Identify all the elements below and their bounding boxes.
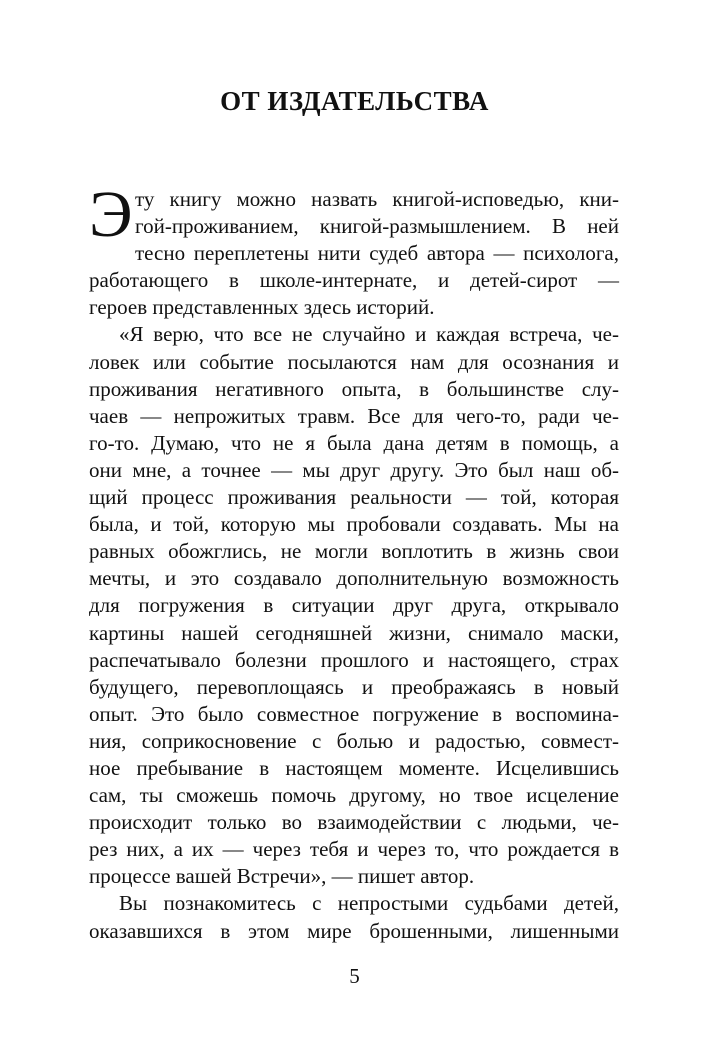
text-line: щий процесс проживания реальности — той, которая — [89, 485, 619, 510]
text-line: Вы познакомитесь с непростыми судьбами детей, — [119, 891, 619, 916]
text-line: гой-проживанием, книгой-размышлением. В ней — [135, 214, 619, 239]
drop-cap: Э — [89, 178, 133, 251]
text-line: будущего, перевоплощаясь и преображаясь в новый — [89, 674, 619, 699]
text-line: ное пребывание в настоящем моменте. Исцелившись — [89, 755, 619, 780]
paragraph-2 — [89, 321, 619, 890]
text-line: ту книгу можно назвать книгой-исповедью, кни- — [135, 187, 619, 211]
text-line: равных обожглись, не могли воплотить в жизнь свои — [89, 539, 619, 564]
text-line: они мне, а точнее — мы друг другу. Это был наш об- — [89, 457, 619, 482]
text-line: картины нашей сегодняшней жизни, снимало маски, — [89, 620, 619, 645]
text-line: рез них, а их — через тебя и через то, что рождается в — [89, 837, 619, 862]
text-line: ловек или событие посылаются нам для осознания и — [89, 349, 619, 374]
text-line: происходит только во взаимодействии с людьми, че- — [89, 810, 619, 835]
text-line: оказавшихся в этом мире брошенными, лишенными — [89, 918, 619, 943]
text-line: была, и той, которую мы пробовали создавать. Мы на — [89, 512, 619, 537]
text-line: ния, соприкосновение с болью и радостью, совмест- — [89, 728, 619, 753]
text-line: тесно переплетены нити судеб автора — психолога, — [135, 241, 619, 266]
body-text — [89, 178, 619, 945]
text-line: го-то. Думаю, что не я была дана детям в помощь, а — [89, 430, 619, 455]
text-line: опыт. Это было совместное погружение в воспомина- — [89, 701, 619, 726]
text-line: для погружения в ситуации друг друга, открывало — [89, 593, 619, 618]
text-line: процессе вашей Встречи», — пишет автор. — [89, 864, 475, 889]
text-line: распечатывало болезни прошлого и настоящего, страх — [89, 647, 619, 672]
text-line: «Я верю, что все не случайно и каждая встреча, че- — [119, 322, 619, 347]
text-line: героев представленных здесь историй. — [89, 295, 435, 320]
paragraph-3 — [89, 890, 619, 944]
text-line: работающего в школе-интернате, и детей-сирот — — [89, 268, 619, 293]
text-line: мечты, и это создавало дополнительную возможность — [89, 566, 619, 591]
page-number: 5 — [349, 964, 360, 988]
text-line: чаев — непрожитых травм. Все для чего-то, ради че- — [89, 403, 619, 428]
paragraph-1 — [89, 178, 619, 321]
text-line: сам, ты сможешь помочь другому, но твое исцеление — [89, 783, 619, 808]
page-title: ОТ ИЗДАТЕЛЬСТВА — [220, 86, 489, 116]
text-line: проживания негативного опыта, в большинстве слу- — [89, 376, 619, 401]
